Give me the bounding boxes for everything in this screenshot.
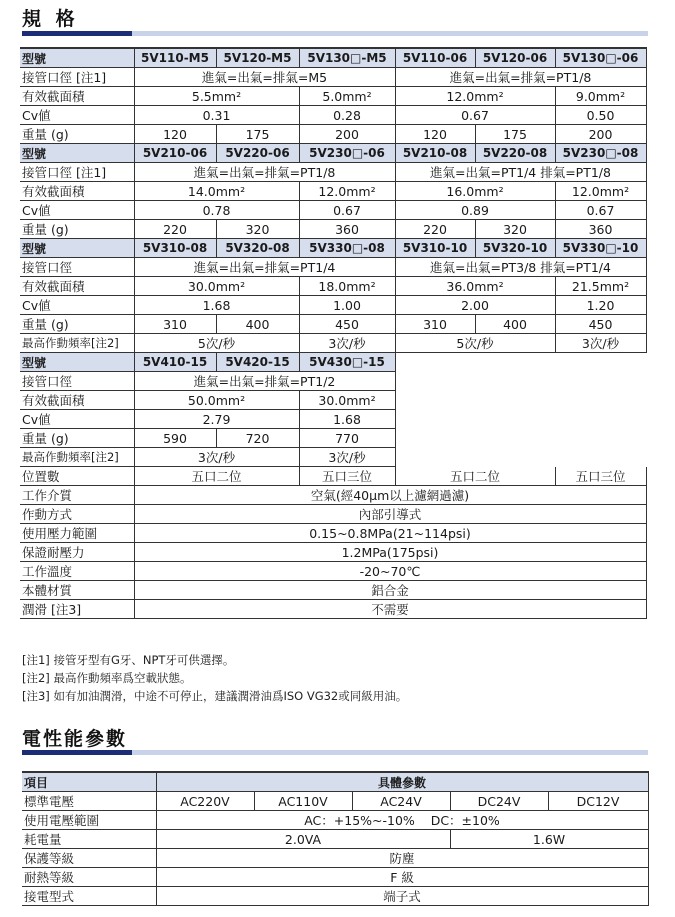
lubrication-value: 不需要 [134,600,646,619]
table-row [22,772,648,792]
table-row [20,220,646,239]
cv-value: 1.68 [299,410,395,429]
table-row [20,239,646,258]
table-row [20,125,646,144]
cv-label: Cv値 [20,410,134,429]
table-row [20,144,646,163]
table-row [20,372,646,391]
power-label: 耗電量 [22,830,156,849]
cv-value: 1.20 [555,296,646,315]
model-name: 5V130□-M5 [299,48,395,68]
table-row [20,68,646,87]
weight-value: 220 [134,220,216,239]
table-row [20,505,646,524]
cv-value: 0.28 [299,106,395,125]
item-header: 項目 [22,772,156,792]
medium-label: 工作介質 [20,486,134,505]
note-2: [注2] 最高作動頻率爲空載狀態。 [22,671,192,685]
model-name: 5V230□-08 [555,144,646,163]
position-value: 五口三位 [555,467,646,486]
model-name: 5V210-08 [395,144,475,163]
lubrication-label: 潤滑 [注3] [20,600,134,619]
area-label: 有效截面積 [20,87,134,106]
freq-value: 3次/秒 [134,448,299,467]
cv-value: 1.68 [134,296,299,315]
weight-value: 120 [134,125,216,144]
cv-label: Cv値 [20,201,134,220]
area-value: 30.0mm² [134,277,299,296]
model-name: 5V230□-06 [299,144,395,163]
operation-value: 內部引導式 [134,505,646,524]
area-value: 50.0mm² [134,391,299,410]
voltage-range-label: 使用電壓範圍 [22,811,156,830]
cv-value: 0.67 [555,201,646,220]
table-row [20,315,646,334]
empty-cell [395,410,646,429]
cv-value: 0.78 [134,201,299,220]
area-value: 5.5mm² [134,87,299,106]
area-value: 12.0mm² [299,182,395,201]
voltage-value: AC220V [156,792,254,811]
port-value: 進氣=出氣=排氣=PT1/4 [134,258,395,277]
table-row [20,467,646,486]
cv-value: 2.79 [134,410,299,429]
table-row [20,410,646,429]
model-name: 5V430□-15 [299,353,395,372]
weight-value: 450 [299,315,395,334]
weight-value: 400 [216,315,299,334]
protection-value: 防塵 [156,849,648,868]
table-row [20,524,646,543]
position-label: 位置數 [20,467,134,486]
weight-label: 重量 (g) [20,315,134,334]
empty-cell [395,353,646,372]
pressure-range-value: 0.15~0.8MPa(21~114psi) [134,524,646,543]
voltage-label: 標準電壓 [22,792,156,811]
spec-section-divider [22,31,648,36]
weight-value: 720 [216,429,299,448]
table-row [20,486,646,505]
model-label: 型號 [20,239,134,258]
model-label: 型號 [20,353,134,372]
heat-class-value: F 級 [156,868,648,887]
weight-value: 770 [299,429,395,448]
area-value: 9.0mm² [555,87,646,106]
weight-value: 320 [216,220,299,239]
table-row [20,106,646,125]
model-name: 5V120-M5 [216,48,299,68]
cv-label: Cv値 [20,296,134,315]
weight-value: 220 [395,220,475,239]
port-value: 進氣=出氣=排氣=PT1/8 [134,163,395,182]
model-name: 5V110-M5 [134,48,216,68]
weight-value: 450 [555,315,646,334]
table-row [20,277,646,296]
model-label: 型號 [20,48,134,68]
table-row [20,391,646,410]
wiring-value: 端子式 [156,887,648,906]
table-row [20,258,646,277]
area-label: 有效截面積 [20,277,134,296]
note-1: [注1] 接管牙型有G牙、NPT牙可供選擇。 [22,653,235,667]
weight-value: 175 [475,125,555,144]
weight-value: 320 [475,220,555,239]
table-row [20,600,646,619]
freq-value: 3次/秒 [299,334,395,353]
model-name: 5V220-06 [216,144,299,163]
port-value: 進氣=出氣=排氣=M5 [134,68,395,87]
freq-value: 3次/秒 [555,334,646,353]
area-value: 18.0mm² [299,277,395,296]
cv-value: 0.67 [299,201,395,220]
voltage-value: DC24V [450,792,548,811]
area-value: 36.0mm² [395,277,555,296]
freq-value: 5次/秒 [134,334,299,353]
freq-label: 最高作動頻率[注2] [20,448,134,467]
weight-value: 175 [216,125,299,144]
model-name: 5V320-10 [475,239,555,258]
voltage-value: AC24V [352,792,450,811]
freq-label: 最高作動頻率[注2] [20,334,134,353]
port-label: 接管口徑 [注1] [20,163,134,182]
table-row [20,429,646,448]
cv-label: Cv値 [20,106,134,125]
model-name: 5V330□-08 [299,239,395,258]
area-value: 5.0mm² [299,87,395,106]
weight-value: 310 [395,315,475,334]
params-header: 具體參數 [156,772,648,792]
protection-label: 保護等級 [22,849,156,868]
cv-value: 1.00 [299,296,395,315]
table-row [22,849,648,868]
empty-cell [395,429,646,448]
table-row [20,48,646,68]
area-value: 14.0mm² [134,182,299,201]
temperature-value: -20~70℃ [134,562,646,581]
model-label: 型號 [20,144,134,163]
pressure-range-label: 使用壓力範圍 [20,524,134,543]
medium-value: 空氣(經40μm以上濾網過濾) [134,486,646,505]
empty-cell [395,391,646,410]
voltage-value: DC12V [548,792,648,811]
weight-value: 360 [299,220,395,239]
freq-value: 3次/秒 [299,448,395,467]
empty-cell [395,372,646,391]
power-value: 2.0VA [156,830,450,849]
model-name: 5V310-10 [395,239,475,258]
voltage-range-value: AC：+15%~-10% DC：±10% [156,811,648,830]
table-row [22,792,648,811]
area-value: 12.0mm² [395,87,555,106]
table-row [22,868,648,887]
table-row [20,353,646,372]
weight-value: 200 [555,125,646,144]
model-name: 5V410-15 [134,353,216,372]
model-name: 5V420-15 [216,353,299,372]
table-row [20,163,646,182]
table-row [22,830,648,849]
model-name: 5V130□-06 [555,48,646,68]
position-value: 五口二位 [134,467,299,486]
material-label: 本體材質 [20,581,134,600]
port-value: 進氣=出氣=排氣=PT1/2 [134,372,395,391]
temperature-label: 工作溫度 [20,562,134,581]
area-value: 16.0mm² [395,182,555,201]
area-value: 30.0mm² [299,391,395,410]
model-name: 5V310-08 [134,239,216,258]
model-name: 5V210-06 [134,144,216,163]
heat-class-label: 耐熱等級 [22,868,156,887]
spec-table [20,47,647,619]
note-3: [注3] 如有加油潤滑，中途不可停止，建議潤滑油爲ISO VG32或同級用油。 [22,689,408,703]
wiring-label: 接電型式 [22,887,156,906]
area-label: 有效截面積 [20,391,134,410]
table-row [20,87,646,106]
port-label: 接管口徑 [20,372,134,391]
proof-pressure-label: 保證耐壓力 [20,543,134,562]
weight-value: 120 [395,125,475,144]
operation-label: 作動方式 [20,505,134,524]
voltage-value: AC110V [254,792,352,811]
table-row [20,201,646,220]
table-row [20,334,646,353]
cv-value: 0.31 [134,106,299,125]
weight-value: 200 [299,125,395,144]
cv-value: 0.67 [395,106,555,125]
port-label: 接管口徑 [注1] [20,68,134,87]
electrical-table [22,771,649,906]
material-value: 鋁合金 [134,581,646,600]
table-row [20,448,646,467]
weight-label: 重量 (g) [20,429,134,448]
port-value: 進氣=出氣=PT1/4 排氣=PT1/8 [395,163,646,182]
weight-value: 360 [555,220,646,239]
freq-value: 5次/秒 [395,334,555,353]
position-value: 五口三位 [299,467,395,486]
empty-cell [395,448,646,467]
model-name: 5V320-08 [216,239,299,258]
electrical-section-title: 電性能參數 [22,728,128,750]
port-value: 進氣=出氣=PT3/8 排氣=PT1/4 [395,258,646,277]
area-value: 21.5mm² [555,277,646,296]
weight-value: 310 [134,315,216,334]
table-row [22,887,648,906]
table-row [20,543,646,562]
model-name: 5V330□-10 [555,239,646,258]
weight-value: 590 [134,429,216,448]
cv-value: 0.89 [395,201,555,220]
model-name: 5V220-08 [475,144,555,163]
model-name: 5V110-06 [395,48,475,68]
table-row [20,562,646,581]
table-row [22,811,648,830]
table-row [20,581,646,600]
cv-value: 0.50 [555,106,646,125]
area-label: 有效截面積 [20,182,134,201]
weight-value: 400 [475,315,555,334]
port-label: 接管口徑 [20,258,134,277]
power-value: 1.6W [450,830,648,849]
table-row [20,296,646,315]
spec-section-title: 規 格 [22,8,79,30]
proof-pressure-value: 1.2MPa(175psi) [134,543,646,562]
weight-label: 重量 (g) [20,125,134,144]
model-name: 5V120-06 [475,48,555,68]
table-row [20,182,646,201]
cv-value: 2.00 [395,296,555,315]
area-value: 12.0mm² [555,182,646,201]
electrical-section-divider [22,750,648,755]
weight-label: 重量 (g) [20,220,134,239]
position-value: 五口二位 [395,467,555,486]
port-value: 進氣=出氣=排氣=PT1/8 [395,68,646,87]
